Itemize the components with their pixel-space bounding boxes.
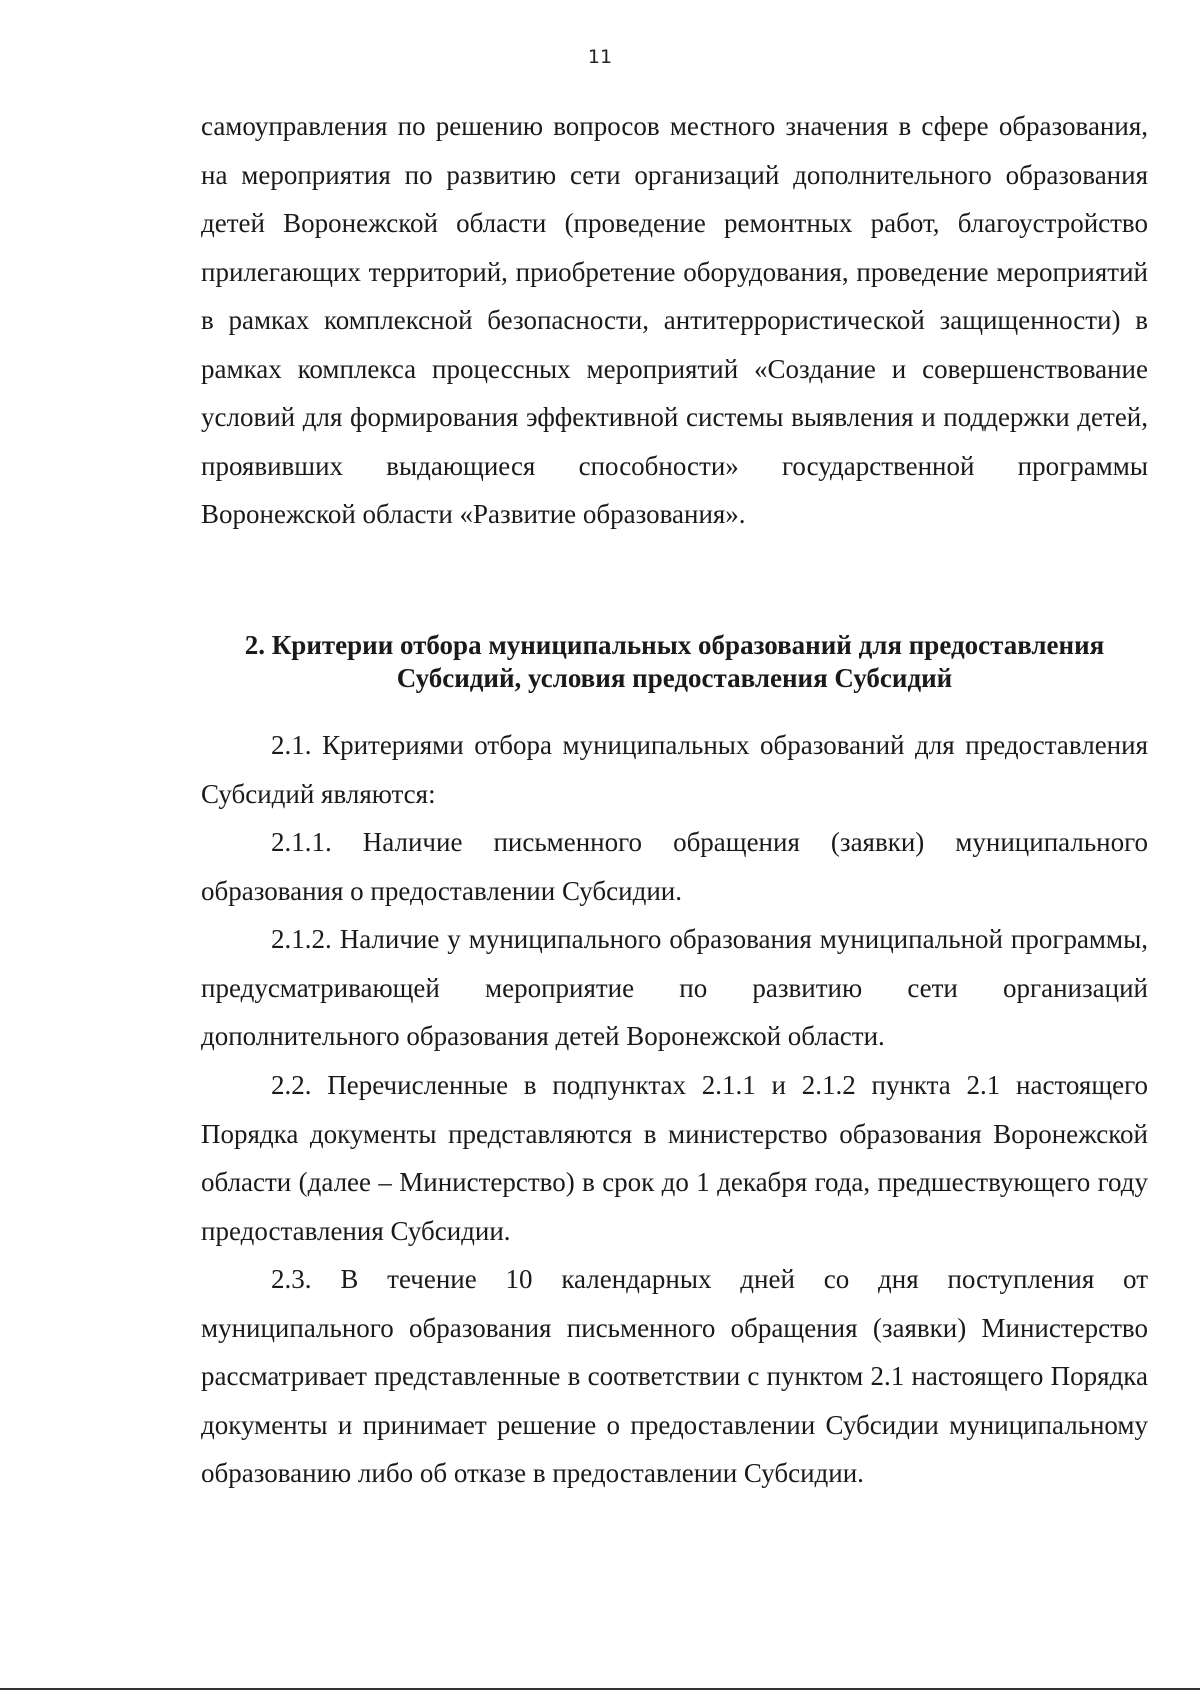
intro-paragraph: самоуправления по решению вопросов местного значения в сфере образования, на мероприятия по развитию сети организаций дополнительного образования детей Воронежской области (проведение ремонтных работ, благоустройство прилегающих территорий, приобретение оборудования, проведение мероприятий в рамках комплексной безопасности, антитеррористической защищенности) в рамках комплекса процессных мероприятий «Создание и совершенствование условий для формирования эффективной системы выявления и поддержки детей, проявивших выдающиеся способности» государственной программы Воронежской области «Развитие образования».: [201, 111, 1148, 529]
page-bottom-rule: [0, 1688, 1200, 1690]
paragraph-2-2: 2.2. Перечисленные в подпунктах 2.1.1 и 2.1.2 пункта 2.1 настоящего Порядка документы представляются в министерство образования Воронежской области (далее – Министерство) в срок до 1 декабря года, предшествующего году предоставления Субсидии.: [201, 1070, 1148, 1246]
paragraph-2-1-1: 2.1.1. Наличие письменного обращения (заявки) муниципального образования о предоставлении Субсидии.: [201, 827, 1148, 906]
paragraph-2-3: 2.3. В течение 10 календарных дней со дня поступления от муниципального образования письменного обращения (заявки) Министерство рассматривает представленные в соответствии с пунктом 2.1 настоящего Порядка документы и принимает решение о предоставлении Субсидии муниципальному образованию либо об отказе в предоставлении Субсидии.: [201, 1264, 1148, 1488]
paragraph-2-1-2: 2.1.2. Наличие у муниципального образования муниципальной программы, предусматривающей мероприятие по развитию сети организаций дополнительного образования детей Воронежской области.: [201, 924, 1148, 1051]
paragraph-2-1: 2.1. Критериями отбора муниципальных образований для предоставления Субсидий являются:: [201, 730, 1148, 809]
page-number: 11: [587, 46, 613, 68]
section-heading-line-2: Субсидий, условия предоставления Субсидий: [396, 663, 953, 693]
section-heading-line-1: 2. Критерии отбора муниципальных образований для предоставления: [244, 630, 1105, 660]
section-heading: [201, 629, 1148, 695]
